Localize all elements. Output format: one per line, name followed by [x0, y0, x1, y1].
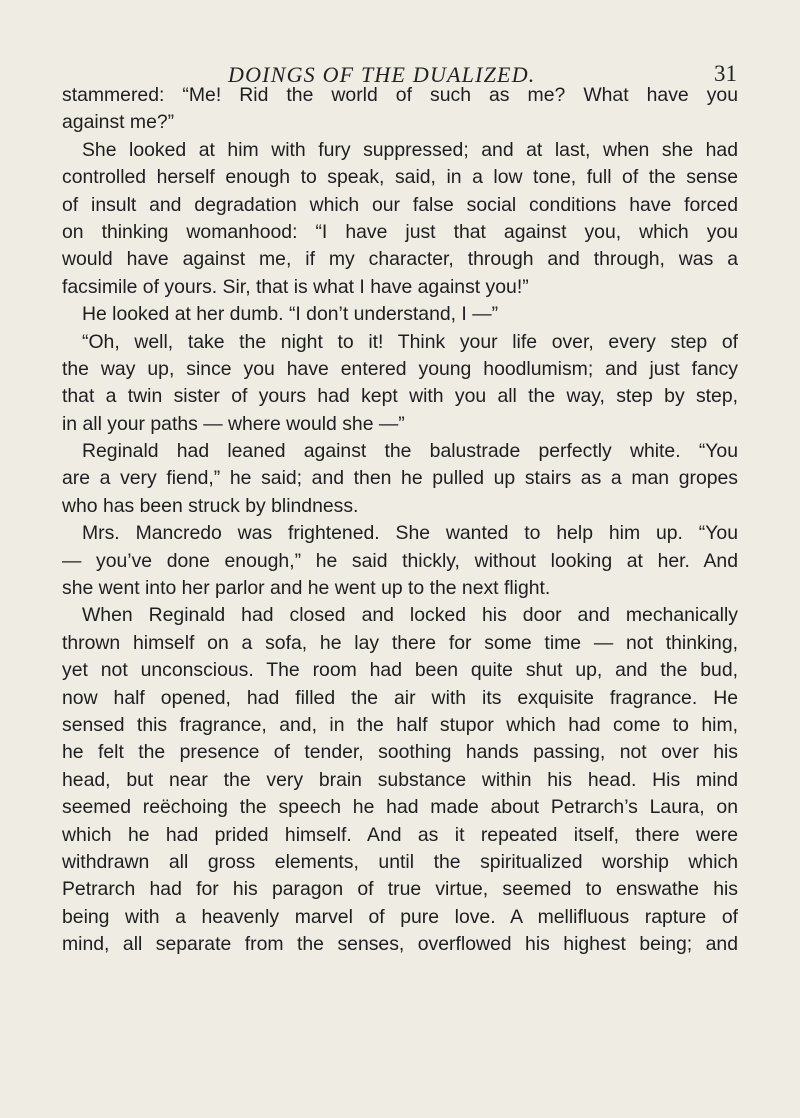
text-line: against me?”	[62, 111, 175, 134]
text-line: yet not unconscious. The room had been quite shut up, and the bud,	[62, 659, 738, 682]
text-line: When Reginald had closed and locked his door and mechanically	[82, 604, 738, 627]
text-line: he felt the presence of tender, soothing hands passing, not over his	[62, 741, 738, 764]
text-line: Reginald had leaned against the balustrade perfectly white. “You	[82, 440, 738, 463]
text-line: she went into her parlor and he went up to the next flight.	[62, 577, 551, 600]
text-line: Mrs. Mancredo was frightened. She wanted to help him up. “You	[82, 522, 738, 545]
text-line: withdrawn all gross elements, until the spiritualized worship which	[62, 850, 738, 873]
text-line: that a twin sister of yours had kept with you all the way, step by step,	[62, 385, 738, 408]
text-line: facsimile of yours. Sir, that is what I have against you!”	[62, 275, 529, 298]
text-line: which he had prided himself. And as it repeated itself, there were	[62, 823, 738, 846]
running-head: DOINGS OF THE DUALIZED.	[228, 62, 536, 87]
text-line: mind, all separate from the senses, overflowed his highest being; and	[62, 933, 738, 956]
text-line: sensed this fragrance, and, in the half stupor which had come to him,	[62, 713, 738, 736]
text-line: head, but near the very brain substance within his head. His mind	[62, 768, 738, 791]
page-number: 31	[714, 61, 737, 86]
text-line: She looked at him with fury suppressed; and at last, when she had	[82, 138, 738, 161]
text-line: thrown himself on a sofa, he lay there for some time — not thinking,	[62, 631, 738, 654]
text-line: the way up, since you have entered young hoodlumism; and just fancy	[62, 357, 738, 380]
body-text	[62, 82, 738, 959]
text-line: would have against me, if my character, through and through, was a	[62, 248, 738, 271]
text-line: are a very fiend,” he said; and then he pulled up stairs as a man gropes	[62, 467, 738, 490]
text-line: on thinking womanhood: “I have just that against you, which you	[62, 220, 738, 243]
text-line: in all your paths — where would she —”	[62, 412, 405, 435]
text-line: He looked at her dumb. “I don’t understand, I —”	[82, 303, 499, 326]
text-line: seemed reëchoing the speech he had made about Petrarch’s Laura, on	[62, 796, 738, 819]
text-line: of insult and degradation which our false social conditions have forced	[62, 193, 738, 216]
text-line: “Oh, well, take the night to it! Think your life over, every step of	[82, 330, 738, 353]
text-line: being with a heavenly marvel of pure love. A mellifluous rapture of	[62, 905, 738, 928]
text-line: now half opened, had filled the air with its exquisite fragrance. He	[62, 686, 738, 709]
text-line: — you’ve done enough,” he said thickly, without looking at her. And	[62, 549, 738, 572]
text-line: controlled herself enough to speak, said, in a low tone, full of the sense	[62, 166, 738, 189]
text-line: who has been struck by blindness.	[62, 494, 359, 517]
text-line: Petrarch had for his paragon of true virtue, seemed to enswathe his	[62, 878, 738, 901]
text-line: stammered: “Me! Rid the world of such as me? What have you	[62, 84, 738, 106]
